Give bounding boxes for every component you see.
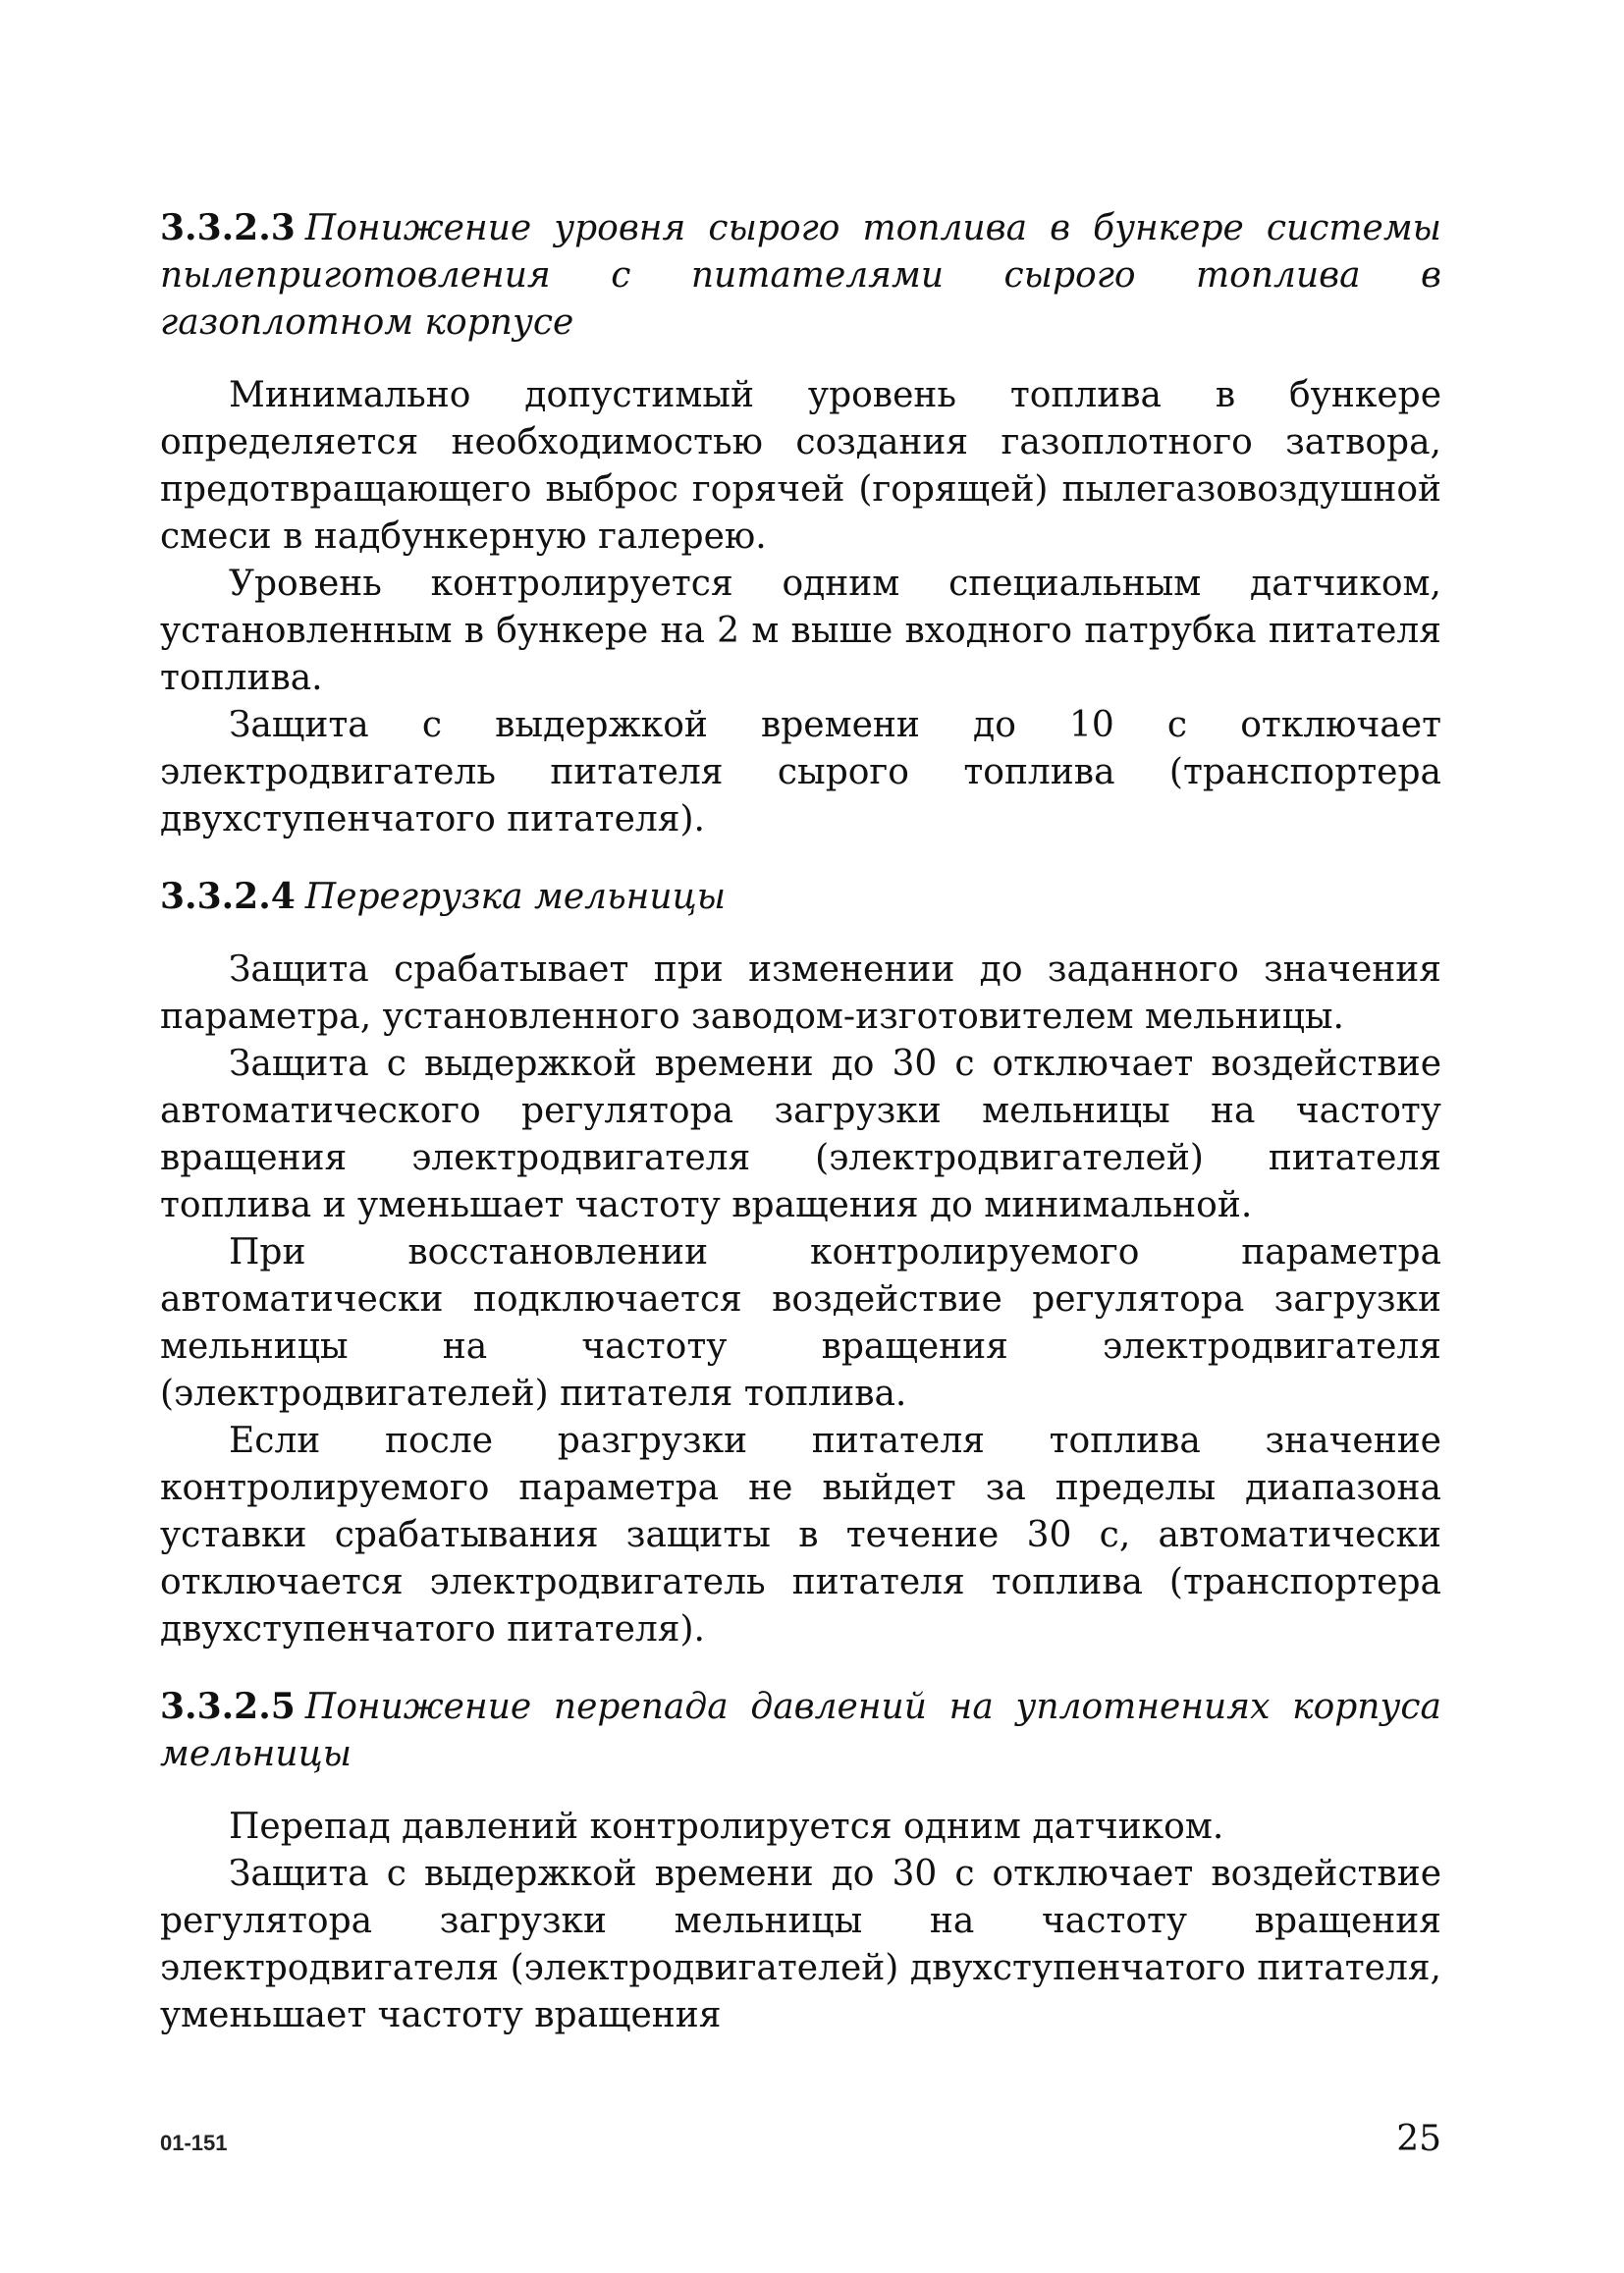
paragraph: Перепад давлений контролируется одним датчиком.	[229, 1807, 1224, 1847]
paragraph: Защита с выдержкой времени до 10 с отключает электродвигатель питателя сырого топлива (транспортера двухступенчатого питателя).	[160, 705, 1441, 839]
paragraph: Защита с выдержкой времени до 30 с отключает воздействие регулятора загрузки мельницы на частоту вращения электродвигателя (электродвигателей) двухступенчатого питателя, уменьшает частоту вращения	[160, 1854, 1441, 2035]
page-body	[160, 204, 1441, 2039]
section-3-3-2-5	[160, 1683, 1441, 2039]
paragraph: Защита с выдержкой времени до 30 с отключает воздействие автоматического регулятора загрузки мельницы на частоту вращения электродвигателя (электродвигателей) питателя топлива и уменьшает частоту вращения до минимальной.	[160, 1044, 1441, 1225]
section-number: 3.3.2.3	[160, 207, 296, 248]
section-heading	[160, 1683, 1441, 1778]
section-heading	[160, 873, 1441, 921]
paragraph: При восстановлении контролируемого параметра автоматически подключается воздействие регулятора загрузки мельницы на частоту вращения электродвигателя (электродвигателей) питателя топлива.	[160, 1232, 1441, 1414]
paragraph: Защита срабатывает при изменении до заданного значения параметра, установленного заводом-изготовителем мельницы.	[160, 949, 1441, 1037]
section-title: Понижение перепада давлений на уплотнениях корпуса мельницы	[160, 1687, 1441, 1774]
section-number: 3.3.2.4	[160, 876, 296, 917]
footer-code: 01-151	[160, 2131, 228, 2155]
section-3-3-2-4	[160, 873, 1441, 1653]
page-number: 25	[1396, 2119, 1441, 2159]
section-title: Понижение уровня сырого топлива в бункере системы пылеприготовления с питателями сырого топлива в газоплотном корпусе	[160, 208, 1441, 343]
section-title: Перегрузка мельницы	[304, 877, 727, 917]
section-3-3-2-3	[160, 204, 1441, 843]
paragraph: Уровень контролируется одним специальным датчиком, установленным в бункере на 2 м выше входного патрубка питателя топлива.	[160, 564, 1441, 698]
section-heading	[160, 204, 1441, 347]
section-number: 3.3.2.5	[160, 1686, 296, 1727]
paragraph: Минимально допустимый уровень топлива в бункере определяется необходимостью создания газоплотного затвора, предотвращающего выброс горячей (горящей) пылегазовоздушной смеси в надбункерную галерею.	[160, 375, 1441, 557]
paragraph: Если после разгрузки питателя топлива значение контролируемого параметра не выйдет за пределы диапазона уставки срабатывания защиты в течение 30 с, автоматически отключается электродвигатель питателя топлива (транспортера двухступенчатого питателя).	[160, 1421, 1441, 1650]
